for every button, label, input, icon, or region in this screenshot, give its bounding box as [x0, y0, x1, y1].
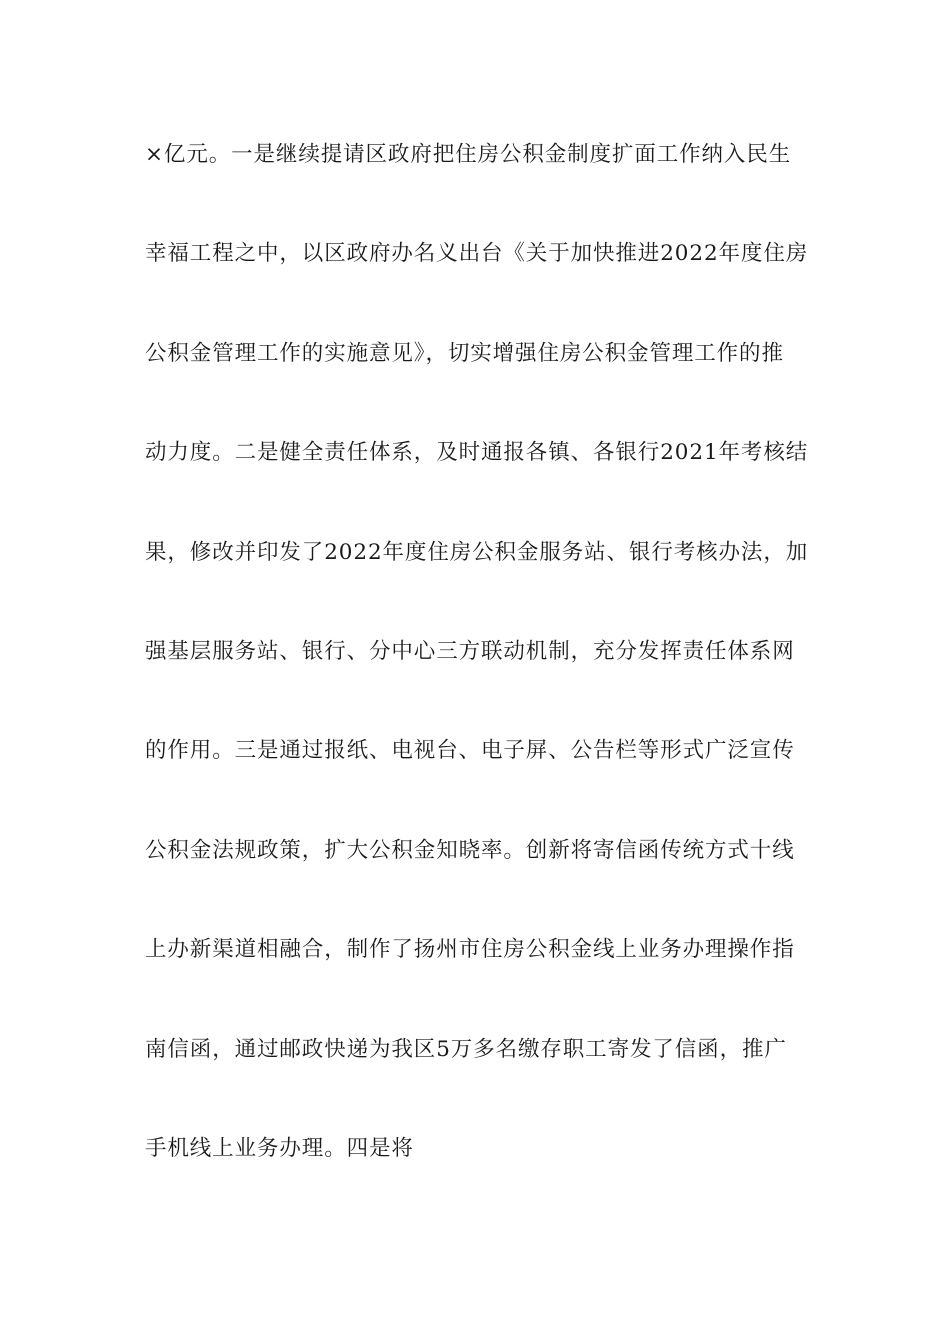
- text-line: 果，修改并印发了2022年度住房公积金服务站、银行考核办法，加: [145, 539, 809, 565]
- text-line: ×亿元。一是继续提请区政府把住房公积金制度扩面工作纳入民生: [145, 142, 792, 167]
- text-line: 强基层服务站、银行、分中心三方联动机制，充分发挥责任体系网: [145, 638, 795, 664]
- text-line: 动力度。二是健全责任体系，及时通报各镇、各银行2021年考核结: [145, 440, 809, 466]
- text-line: 的作用。三是通过报纸、电视台、电子屏、公告栏等形式广泛宣传: [145, 738, 795, 764]
- text-line: 上办新渠道相融合，制作了扬州市住房公积金线上业务办理操作指: [145, 937, 795, 963]
- text-line: 公积金管理工作的实施意见》，切实增强住房公积金管理工作的推: [145, 340, 784, 366]
- text-line: 手机线上业务办理。四是将: [145, 1135, 414, 1161]
- body-text: [145, 133, 809, 1226]
- text-line: 幸福工程之中，以区政府办名义出台《关于加快推进2022年度住房: [145, 241, 809, 267]
- text-line: 南信函，通过邮政快递为我区5万多名缴存职工寄发了信函，推广: [145, 1036, 787, 1062]
- text-line: 公积金法规政策，扩大公积金知晓率。创新将寄信函传统方式十线: [145, 837, 795, 863]
